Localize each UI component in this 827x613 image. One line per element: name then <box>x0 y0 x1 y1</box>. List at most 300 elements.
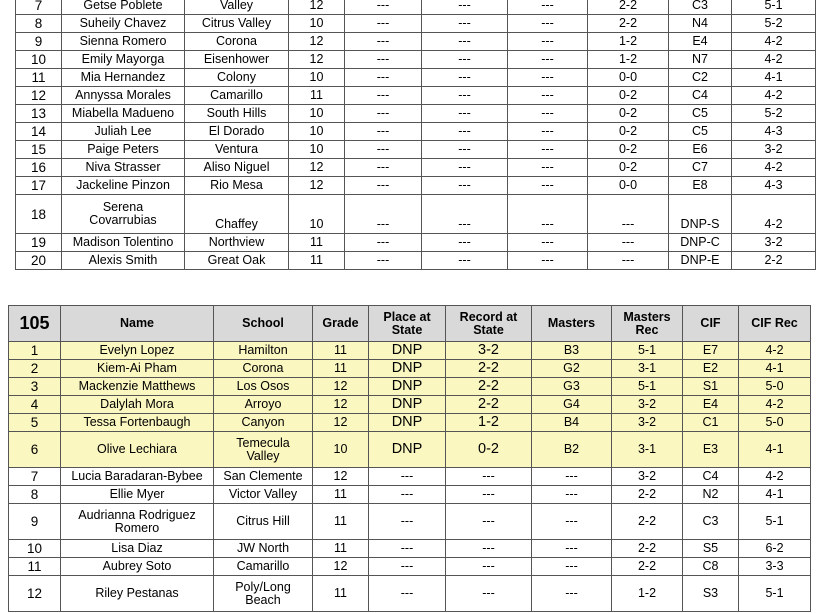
record-cell: --- <box>422 33 508 51</box>
name-cell: Audrianna Rodriguez Romero <box>61 504 214 540</box>
record-cell: --- <box>422 105 508 123</box>
seed-cell: 19 <box>16 234 62 252</box>
name-cell: Kiem-Ai Pham <box>61 360 214 378</box>
school-cell: San Clemente <box>214 468 313 486</box>
cif-rec-cell: 5-0 <box>739 378 811 396</box>
name-cell: Tessa Fortenbaugh <box>61 414 214 432</box>
masters-cell: --- <box>508 123 588 141</box>
cif-cell: DNP-S <box>669 195 732 234</box>
masters-rec-cell: 2-2 <box>588 0 669 15</box>
grade-cell: 12 <box>313 468 369 486</box>
cif-rec-cell: 5-1 <box>739 576 811 612</box>
cif-cell: C4 <box>669 87 732 105</box>
cif-cell: N7 <box>669 51 732 69</box>
record-cell: --- <box>446 468 532 486</box>
school-cell: Ventura <box>185 141 289 159</box>
masters-cell: --- <box>508 252 588 270</box>
top-table-body <box>16 0 816 270</box>
school-cell: Citrus Valley <box>185 15 289 33</box>
name-cell: Dalylah Mora <box>61 396 214 414</box>
grade-cell: 10 <box>289 69 345 87</box>
table-row <box>9 432 811 468</box>
cif-rec-cell: 4-1 <box>739 432 811 468</box>
table-row <box>16 141 816 159</box>
grade-cell: 12 <box>289 159 345 177</box>
cif-rec-cell: 4-2 <box>739 342 811 360</box>
record-cell: --- <box>422 141 508 159</box>
grade-cell: 11 <box>313 342 369 360</box>
record-cell: 2-2 <box>446 378 532 396</box>
record-cell: --- <box>422 234 508 252</box>
seed-cell: 20 <box>16 252 62 270</box>
seed-cell: 1 <box>9 342 61 360</box>
table-row <box>16 123 816 141</box>
masters-cell: B2 <box>532 432 612 468</box>
cif-cell: C3 <box>683 504 739 540</box>
place-cell: --- <box>345 69 422 87</box>
masters-rec-header: Masters Rec <box>612 306 683 342</box>
cif-rec-cell: 4-3 <box>732 123 816 141</box>
cif-rec-cell: 5-0 <box>739 414 811 432</box>
grade-cell: 11 <box>313 504 369 540</box>
name-cell: Ellie Myer <box>61 486 214 504</box>
school-cell: Northview <box>185 234 289 252</box>
seed-cell: 4 <box>9 396 61 414</box>
school-header: School <box>214 306 313 342</box>
grade-cell: 11 <box>313 486 369 504</box>
record-cell: --- <box>446 558 532 576</box>
record-cell: --- <box>422 195 508 234</box>
masters-rec-cell: 3-2 <box>612 414 683 432</box>
seed-cell: 14 <box>16 123 62 141</box>
grade-cell: 11 <box>313 576 369 612</box>
cif-rec-cell: 3-2 <box>732 141 816 159</box>
cif-rec-cell: 3-3 <box>739 558 811 576</box>
place-cell: --- <box>345 33 422 51</box>
name-cell: Sienna Romero <box>62 33 185 51</box>
name-cell: Annyssa Morales <box>62 87 185 105</box>
name-cell: Getse Poblete <box>62 0 185 15</box>
place-cell: --- <box>345 141 422 159</box>
cif-cell: N4 <box>669 15 732 33</box>
record-cell: --- <box>422 123 508 141</box>
masters-rec-cell: 0-0 <box>588 177 669 195</box>
masters-cell: --- <box>508 87 588 105</box>
record-cell: --- <box>422 159 508 177</box>
table-row <box>9 414 811 432</box>
masters-cell: --- <box>508 141 588 159</box>
place-cell: --- <box>369 576 446 612</box>
record-cell: --- <box>446 486 532 504</box>
place-cell: --- <box>369 504 446 540</box>
table-row <box>16 33 816 51</box>
school-cell: Great Oak <box>185 252 289 270</box>
masters-cell: --- <box>532 468 612 486</box>
school-cell: Corona <box>214 360 313 378</box>
masters-header: Masters <box>532 306 612 342</box>
cif-rec-cell: 5-1 <box>732 0 816 15</box>
name-cell: Lucia Baradaran-Bybee <box>61 468 214 486</box>
place-cell: --- <box>345 177 422 195</box>
masters-rec-cell: --- <box>588 234 669 252</box>
school-cell: South Hills <box>185 105 289 123</box>
record-cell: --- <box>446 576 532 612</box>
school-cell: Colony <box>185 69 289 87</box>
cif-cell: C5 <box>669 123 732 141</box>
cif-rec-cell: 5-2 <box>732 15 816 33</box>
table-row <box>16 0 816 15</box>
cif-cell: N2 <box>683 486 739 504</box>
header-row <box>9 306 811 342</box>
masters-cell: --- <box>508 195 588 234</box>
masters-rec-cell: 0-2 <box>588 87 669 105</box>
masters-cell: --- <box>508 234 588 252</box>
cif-cell: DNP-E <box>669 252 732 270</box>
school-cell: Rio Mesa <box>185 177 289 195</box>
masters-cell: --- <box>508 105 588 123</box>
masters-cell: --- <box>532 540 612 558</box>
place-cell: --- <box>345 105 422 123</box>
name-cell: Niva Strasser <box>62 159 185 177</box>
record-cell: --- <box>422 15 508 33</box>
bottom-table-body <box>9 342 811 612</box>
place-cell: --- <box>369 468 446 486</box>
masters-cell: G3 <box>532 378 612 396</box>
table-row <box>16 105 816 123</box>
masters-rec-cell: 3-2 <box>612 396 683 414</box>
grade-cell: 10 <box>289 105 345 123</box>
seed-cell: 18 <box>16 195 62 234</box>
seed-cell: 6 <box>9 432 61 468</box>
seed-cell: 7 <box>16 0 62 15</box>
top-bracket-table <box>15 0 816 270</box>
name-cell: Mackenzie Matthews <box>61 378 214 396</box>
table-row <box>9 540 811 558</box>
school-cell: Chaffey <box>185 195 289 234</box>
masters-rec-cell: 0-0 <box>588 69 669 87</box>
cif-rec-cell: 6-2 <box>739 540 811 558</box>
masters-rec-cell: 3-1 <box>612 432 683 468</box>
table-row <box>9 486 811 504</box>
grade-cell: 12 <box>289 177 345 195</box>
name-cell: Madison Tolentino <box>62 234 185 252</box>
place-cell: DNP <box>369 414 446 432</box>
cif-rec-cell: 5-2 <box>732 105 816 123</box>
grade-cell: 11 <box>289 234 345 252</box>
school-cell: Citrus Hill <box>214 504 313 540</box>
record-cell: --- <box>422 51 508 69</box>
grade-cell: 10 <box>289 195 345 234</box>
cif-cell: DNP-C <box>669 234 732 252</box>
cif-cell: C3 <box>669 0 732 15</box>
masters-cell: --- <box>532 576 612 612</box>
table-row <box>16 252 816 270</box>
cif-rec-cell: 4-2 <box>732 195 816 234</box>
masters-rec-cell: 5-1 <box>612 378 683 396</box>
record-cell: 0-2 <box>446 432 532 468</box>
grade-cell: 12 <box>313 378 369 396</box>
school-cell: Victor Valley <box>214 486 313 504</box>
cif-cell: C4 <box>683 468 739 486</box>
school-cell: JW North <box>214 540 313 558</box>
grade-cell: 12 <box>313 396 369 414</box>
seed-cell: 15 <box>16 141 62 159</box>
place-cell: DNP <box>369 396 446 414</box>
seed-cell: 8 <box>16 15 62 33</box>
masters-rec-cell: 0-2 <box>588 159 669 177</box>
school-cell: Hamilton <box>214 342 313 360</box>
masters-cell: --- <box>508 33 588 51</box>
masters-cell: --- <box>508 15 588 33</box>
masters-rec-cell: 1-2 <box>588 33 669 51</box>
weight-class-105-table <box>8 305 811 612</box>
masters-cell: --- <box>532 558 612 576</box>
cif-cell: C7 <box>669 159 732 177</box>
school-cell: Corona <box>185 33 289 51</box>
table-row <box>16 15 816 33</box>
masters-cell: --- <box>508 51 588 69</box>
masters-rec-cell: 1-2 <box>588 51 669 69</box>
masters-rec-cell: 1-2 <box>612 576 683 612</box>
cif-cell: E3 <box>683 432 739 468</box>
cif-cell: S5 <box>683 540 739 558</box>
place-cell: DNP <box>369 342 446 360</box>
cif-rec-cell: 3-2 <box>732 234 816 252</box>
grade-cell: 12 <box>313 414 369 432</box>
cif-rec-cell: 4-2 <box>739 468 811 486</box>
seed-cell: 11 <box>16 69 62 87</box>
cif-cell: C8 <box>683 558 739 576</box>
seed-cell: 7 <box>9 468 61 486</box>
record-cell: --- <box>446 540 532 558</box>
cif-rec-cell: 4-2 <box>732 159 816 177</box>
place-cell: --- <box>345 123 422 141</box>
school-cell: Valley <box>185 0 289 15</box>
table-row <box>9 360 811 378</box>
masters-rec-cell: 5-1 <box>612 342 683 360</box>
table-row <box>16 87 816 105</box>
place-cell: --- <box>369 540 446 558</box>
record-cell: 2-2 <box>446 360 532 378</box>
table-row <box>16 234 816 252</box>
cif-rec-cell: 4-2 <box>739 396 811 414</box>
cif-rec-cell: 4-1 <box>739 360 811 378</box>
masters-cell: --- <box>532 486 612 504</box>
seed-cell: 3 <box>9 378 61 396</box>
cif-header: CIF <box>683 306 739 342</box>
masters-rec-cell: --- <box>588 195 669 234</box>
grade-cell: 12 <box>289 33 345 51</box>
record-cell: 1-2 <box>446 414 532 432</box>
name-cell: Lisa Diaz <box>61 540 214 558</box>
masters-rec-cell: 0-2 <box>588 123 669 141</box>
table-row <box>9 396 811 414</box>
grade-cell: 10 <box>289 15 345 33</box>
table-row <box>9 468 811 486</box>
name-cell: Juliah Lee <box>62 123 185 141</box>
school-cell: Temecula Valley <box>214 432 313 468</box>
seed-cell: 8 <box>9 486 61 504</box>
grade-cell: 12 <box>313 558 369 576</box>
grade-cell: 10 <box>313 432 369 468</box>
seed-cell: 2 <box>9 360 61 378</box>
cif-cell: E6 <box>669 141 732 159</box>
name-cell: Suheily Chavez <box>62 15 185 33</box>
masters-cell: B3 <box>532 342 612 360</box>
cif-cell: C2 <box>669 69 732 87</box>
masters-cell: --- <box>508 0 588 15</box>
place-cell: DNP <box>369 378 446 396</box>
name-cell: Jackeline Pinzon <box>62 177 185 195</box>
seed-cell: 9 <box>16 33 62 51</box>
grade-cell: 11 <box>289 87 345 105</box>
seed-cell: 12 <box>9 576 61 612</box>
masters-cell: G4 <box>532 396 612 414</box>
name-cell: Aubrey Soto <box>61 558 214 576</box>
record-cell: --- <box>422 252 508 270</box>
table-row <box>9 378 811 396</box>
record-cell: --- <box>422 69 508 87</box>
name-cell: Miabella Madueno <box>62 105 185 123</box>
school-cell: Aliso Niguel <box>185 159 289 177</box>
table-row <box>9 504 811 540</box>
table-row <box>16 51 816 69</box>
place-cell: DNP <box>369 432 446 468</box>
cif-rec-cell: 4-1 <box>732 69 816 87</box>
masters-rec-cell: 3-1 <box>612 360 683 378</box>
name-cell: Riley Pestanas <box>61 576 214 612</box>
table-row <box>16 177 816 195</box>
masters-rec-cell: 2-2 <box>612 504 683 540</box>
masters-cell: --- <box>532 504 612 540</box>
cif-cell: E7 <box>683 342 739 360</box>
place-cell: --- <box>345 195 422 234</box>
grade-cell: 11 <box>313 360 369 378</box>
grade-cell: 11 <box>289 252 345 270</box>
place-cell: --- <box>345 234 422 252</box>
cif-rec-cell: 4-2 <box>732 87 816 105</box>
table-row <box>9 342 811 360</box>
seed-cell: 11 <box>9 558 61 576</box>
school-cell: Canyon <box>214 414 313 432</box>
record-cell: --- <box>422 0 508 15</box>
masters-rec-cell: 3-2 <box>612 468 683 486</box>
seed-cell: 10 <box>16 51 62 69</box>
place-cell: --- <box>345 0 422 15</box>
masters-rec-cell: 2-2 <box>612 540 683 558</box>
place-cell: DNP <box>369 360 446 378</box>
seed-cell: 13 <box>16 105 62 123</box>
name-cell: Olive Lechiara <box>61 432 214 468</box>
grade-cell: 11 <box>313 540 369 558</box>
table-row <box>9 558 811 576</box>
grade-cell: 12 <box>289 0 345 15</box>
school-cell: El Dorado <box>185 123 289 141</box>
seed-cell: 5 <box>9 414 61 432</box>
grade-cell: 10 <box>289 141 345 159</box>
cif-cell: E4 <box>669 33 732 51</box>
place-cell: --- <box>345 15 422 33</box>
school-cell: Los Osos <box>214 378 313 396</box>
masters-cell: --- <box>508 177 588 195</box>
cif-cell: S3 <box>683 576 739 612</box>
masters-cell: B4 <box>532 414 612 432</box>
record-cell: --- <box>422 177 508 195</box>
table-row <box>16 69 816 87</box>
cif-cell: E8 <box>669 177 732 195</box>
masters-rec-cell: 2-2 <box>612 558 683 576</box>
place-at-state-header: Place at State <box>369 306 446 342</box>
record-at-state-header: Record at State <box>446 306 532 342</box>
record-cell: --- <box>422 87 508 105</box>
cif-rec-cell: 2-2 <box>732 252 816 270</box>
masters-rec-cell: 2-2 <box>588 15 669 33</box>
seed-cell: 9 <box>9 504 61 540</box>
cif-rec-cell: 4-2 <box>732 51 816 69</box>
table-row <box>16 195 816 234</box>
cif-cell: C5 <box>669 105 732 123</box>
record-cell: --- <box>446 504 532 540</box>
cif-rec-cell: 5-1 <box>739 504 811 540</box>
school-cell: Eisenhower <box>185 51 289 69</box>
name-cell: Evelyn Lopez <box>61 342 214 360</box>
seed-cell: 17 <box>16 177 62 195</box>
name-cell: Paige Peters <box>62 141 185 159</box>
grade-cell: 12 <box>289 51 345 69</box>
weight-class-header: 105 <box>9 306 61 342</box>
place-cell: --- <box>345 87 422 105</box>
seed-cell: 10 <box>9 540 61 558</box>
name-cell: Serena Covarrubias <box>62 195 185 234</box>
grade-cell: 10 <box>289 123 345 141</box>
masters-rec-cell: 0-2 <box>588 141 669 159</box>
cif-rec-cell: 4-1 <box>739 486 811 504</box>
grade-header: Grade <box>313 306 369 342</box>
name-cell: Mia Hernandez <box>62 69 185 87</box>
school-cell: Arroyo <box>214 396 313 414</box>
place-cell: --- <box>345 51 422 69</box>
masters-rec-cell: --- <box>588 252 669 270</box>
name-cell: Emily Mayorga <box>62 51 185 69</box>
school-cell: Poly/Long Beach <box>214 576 313 612</box>
masters-rec-cell: 0-2 <box>588 105 669 123</box>
cif-cell: S1 <box>683 378 739 396</box>
seed-cell: 12 <box>16 87 62 105</box>
name-cell: Alexis Smith <box>62 252 185 270</box>
place-cell: --- <box>369 486 446 504</box>
masters-cell: --- <box>508 69 588 87</box>
school-cell: Camarillo <box>185 87 289 105</box>
cif-cell: E2 <box>683 360 739 378</box>
cif-cell: C1 <box>683 414 739 432</box>
masters-rec-cell: 2-2 <box>612 486 683 504</box>
record-cell: 2-2 <box>446 396 532 414</box>
seed-cell: 16 <box>16 159 62 177</box>
school-cell: Camarillo <box>214 558 313 576</box>
cif-rec-cell: 4-2 <box>732 33 816 51</box>
masters-cell: G2 <box>532 360 612 378</box>
cif-rec-cell: 4-3 <box>732 177 816 195</box>
name-header: Name <box>61 306 214 342</box>
table-row <box>9 576 811 612</box>
cif-rec-header: CIF Rec <box>739 306 811 342</box>
table-row <box>16 159 816 177</box>
place-cell: --- <box>345 252 422 270</box>
cif-cell: E4 <box>683 396 739 414</box>
masters-cell: --- <box>508 159 588 177</box>
record-cell: 3-2 <box>446 342 532 360</box>
place-cell: --- <box>345 159 422 177</box>
